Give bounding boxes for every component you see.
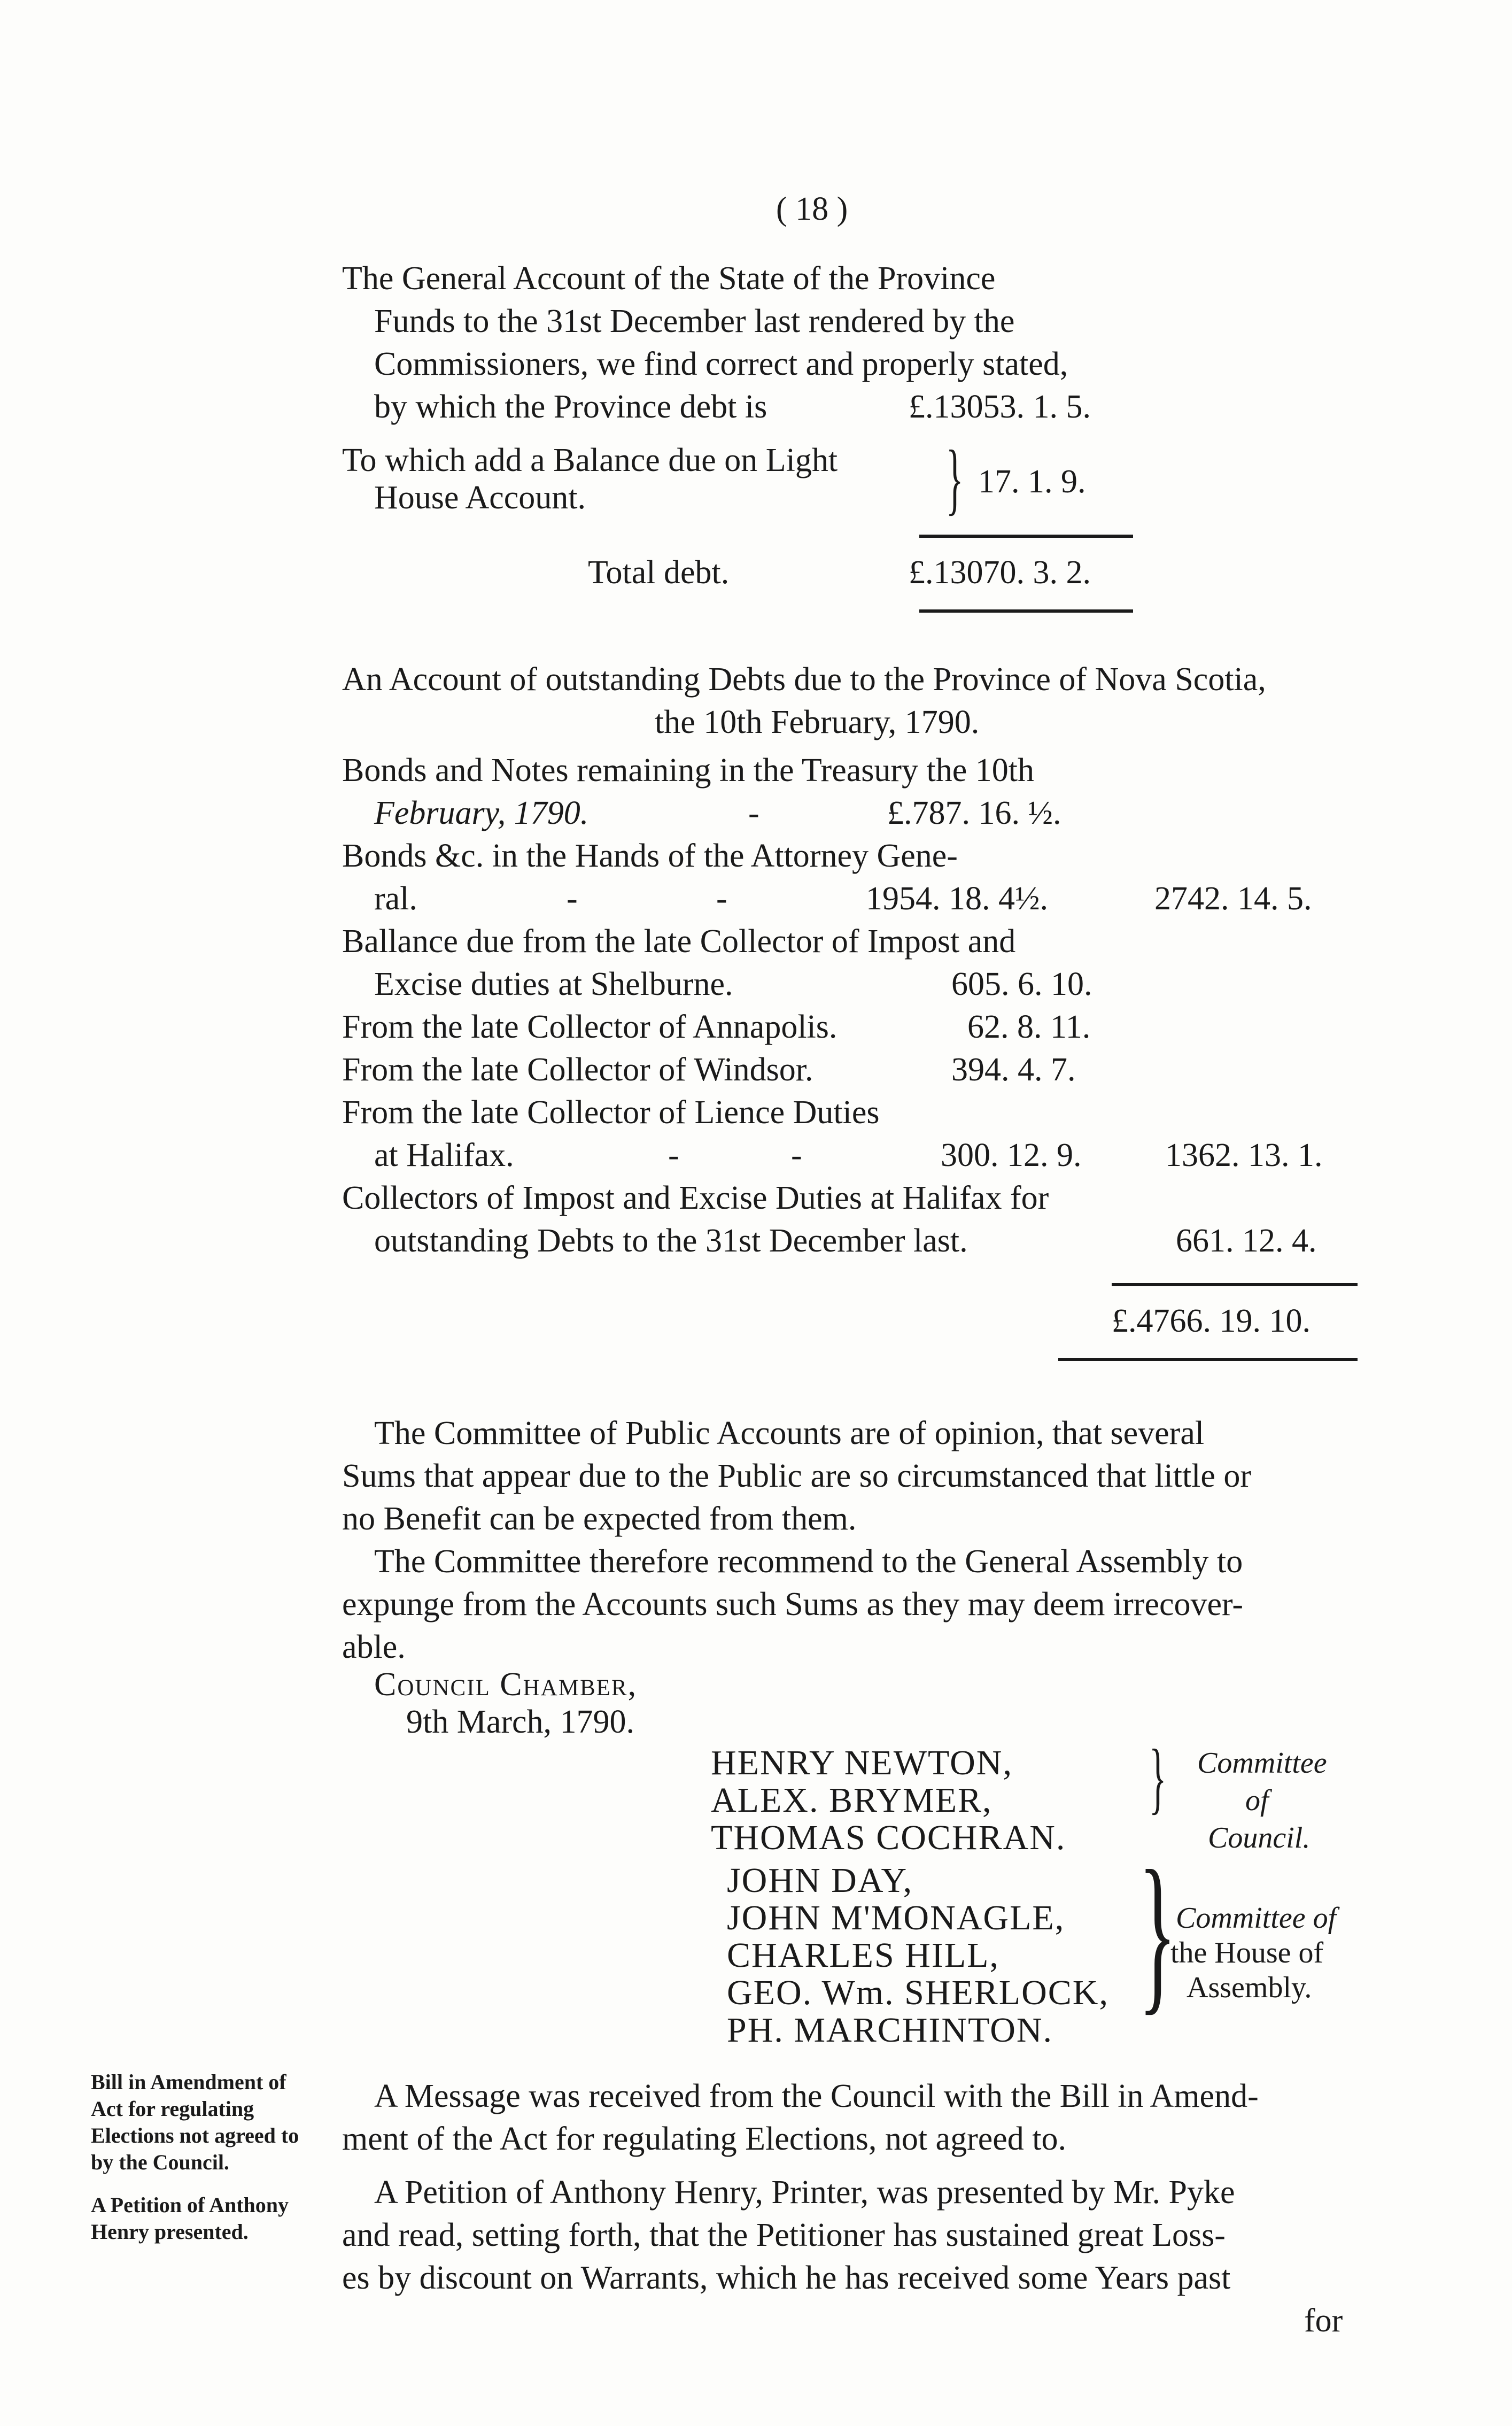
debt-row-text: Excise duties at Shelburne. <box>374 966 733 1002</box>
debt-row-text: Bonds &c. in the Hands of the Attorney Gene- <box>342 838 958 874</box>
debt-row-text: February, 1790. <box>374 795 589 831</box>
sum-rule <box>1112 1283 1358 1286</box>
general-account-line: Commissioners, we find correct and properly stated, <box>374 346 1068 382</box>
province-debt-amount: £.13053. 1. 5. <box>909 389 1091 425</box>
margin-note: A Petition of Anthony Henry presented. <box>91 2193 289 2244</box>
debt-row-text: Collectors of Impost and Excise Duties at Halifax for <box>342 1180 1049 1216</box>
dash: - <box>716 880 727 917</box>
paragraph-line: able. <box>342 1629 406 1665</box>
assembly-committee-label: the House of <box>1170 1936 1324 1969</box>
assembly-signatory: GEO. Wm. SHERLOCK, <box>727 1973 1109 2012</box>
council-signatory: HENRY NEWTON, <box>711 1743 1013 1782</box>
debt-row-amount: 394. 4. 7. <box>951 1052 1076 1088</box>
proceeding-line: A Petition of Anthony Henry, Printer, was presented by Mr. Pyke <box>374 2174 1235 2211</box>
catchword: for <box>1304 2303 1343 2339</box>
paragraph-line: The Committee of Public Accounts are of opinion, that several <box>374 1415 1205 1451</box>
general-account-line: by which the Province debt is <box>374 389 767 425</box>
light-house-amount: 17. 1. 9. <box>978 463 1086 500</box>
brace-right: } <box>1138 1835 1177 2030</box>
paragraph-line: The Committee therefore recommend to the General Assembly to <box>374 1543 1243 1580</box>
debt-row-text: ral. <box>374 880 417 917</box>
margin-note: Bill in Amendment of Act for regulating Elections not agreed to by the Council. <box>91 2070 299 2174</box>
general-account-line: The General Account of the State of the Province <box>342 260 996 297</box>
paragraph-line: Sums that appear due to the Public are so circumstanced that little or <box>342 1458 1252 1494</box>
assembly-signatory: PH. MARCHINTON. <box>727 2011 1053 2050</box>
brace-right: } <box>1149 1733 1167 1822</box>
council-committee-label: of <box>1245 1784 1269 1817</box>
brace-right: } <box>946 434 964 523</box>
date-line: 9th March, 1790. <box>406 1704 635 1740</box>
subtotal-amount: 661. 12. 4. <box>1176 1223 1317 1259</box>
assembly-committee-label: Committee of <box>1176 1902 1337 1935</box>
grand-total-amount: £.4766. 19. 10. <box>1112 1303 1311 1339</box>
debt-row-amount: 300. 12. 9. <box>941 1137 1082 1173</box>
assembly-signatory: JOHN DAY, <box>727 1861 913 1900</box>
debt-row-text: From the late Collector of Lience Duties <box>342 1094 880 1131</box>
debt-row-text: From the late Collector of Annapolis. <box>342 1009 838 1045</box>
debt-row-text: at Halifax. <box>374 1137 514 1173</box>
light-house-line: To which add a Balance due on Light <box>342 442 838 478</box>
total-rule <box>919 609 1133 613</box>
dash: - <box>668 1137 679 1173</box>
outstanding-heading: An Account of outstanding Debts due to the Province of Nova Scotia, <box>342 661 1266 698</box>
assembly-committee-label: Assembly. <box>1187 1971 1312 2004</box>
assembly-signatory: JOHN M'MONAGLE, <box>727 1898 1065 1937</box>
dash: - <box>748 795 759 831</box>
proceeding-line: A Message was received from the Council with the Bill in Amend- <box>374 2078 1259 2114</box>
dash: - <box>791 1137 802 1173</box>
page-number: ( 18 ) <box>776 191 848 227</box>
light-house-line: House Account. <box>374 480 586 516</box>
debt-row-text: outstanding Debts to the 31st December last. <box>374 1223 968 1259</box>
council-signatory: THOMAS COCHRAN. <box>711 1818 1066 1857</box>
proceeding-line: and read, setting forth, that the Petitioner has sustained great Loss- <box>342 2217 1226 2253</box>
council-committee-label: Committee <box>1197 1747 1327 1780</box>
debt-row-text: Bonds and Notes remaining in the Treasury the 10th <box>342 752 1034 789</box>
council-signatory: ALEX. BRYMER, <box>711 1781 993 1820</box>
total-debt-label: Total debt. <box>588 554 730 591</box>
proceeding-line: es by discount on Warrants, which he has received some Years past <box>342 2260 1231 2296</box>
outstanding-heading: the 10th February, 1790. <box>655 704 980 740</box>
sum-rule <box>919 535 1133 538</box>
debt-row-amount: 62. 8. 11. <box>967 1009 1091 1045</box>
proceeding-line: ment of the Act for regulating Elections, not agreed to. <box>342 2121 1066 2157</box>
assembly-signatory: CHARLES HILL, <box>727 1936 999 1975</box>
debt-row-text: Ballance due from the late Collector of Impost and <box>342 923 1016 960</box>
total-debt-amount: £.13070. 3. 2. <box>909 554 1091 591</box>
subtotal-amount: 2742. 14. 5. <box>1154 880 1312 917</box>
dash: - <box>567 880 578 917</box>
council-committee-label: Council. <box>1208 1821 1311 1855</box>
paragraph-line: no Benefit can be expected from them. <box>342 1501 857 1537</box>
debt-row-amount: £.787. 16. ½. <box>887 795 1061 831</box>
total-rule <box>1058 1358 1358 1361</box>
subtotal-amount: 1362. 13. 1. <box>1165 1137 1323 1173</box>
debt-row-text: From the late Collector of Windsor. <box>342 1052 813 1088</box>
debt-row-amount: 605. 6. 10. <box>951 966 1092 1002</box>
council-chamber: Council Chamber, <box>374 1666 638 1703</box>
paragraph-line: expunge from the Accounts such Sums as they may deem irrecover- <box>342 1586 1244 1623</box>
general-account-line: Funds to the 31st December last rendered by the <box>374 303 1015 339</box>
debt-row-amount: 1954. 18. 4½. <box>866 880 1048 917</box>
